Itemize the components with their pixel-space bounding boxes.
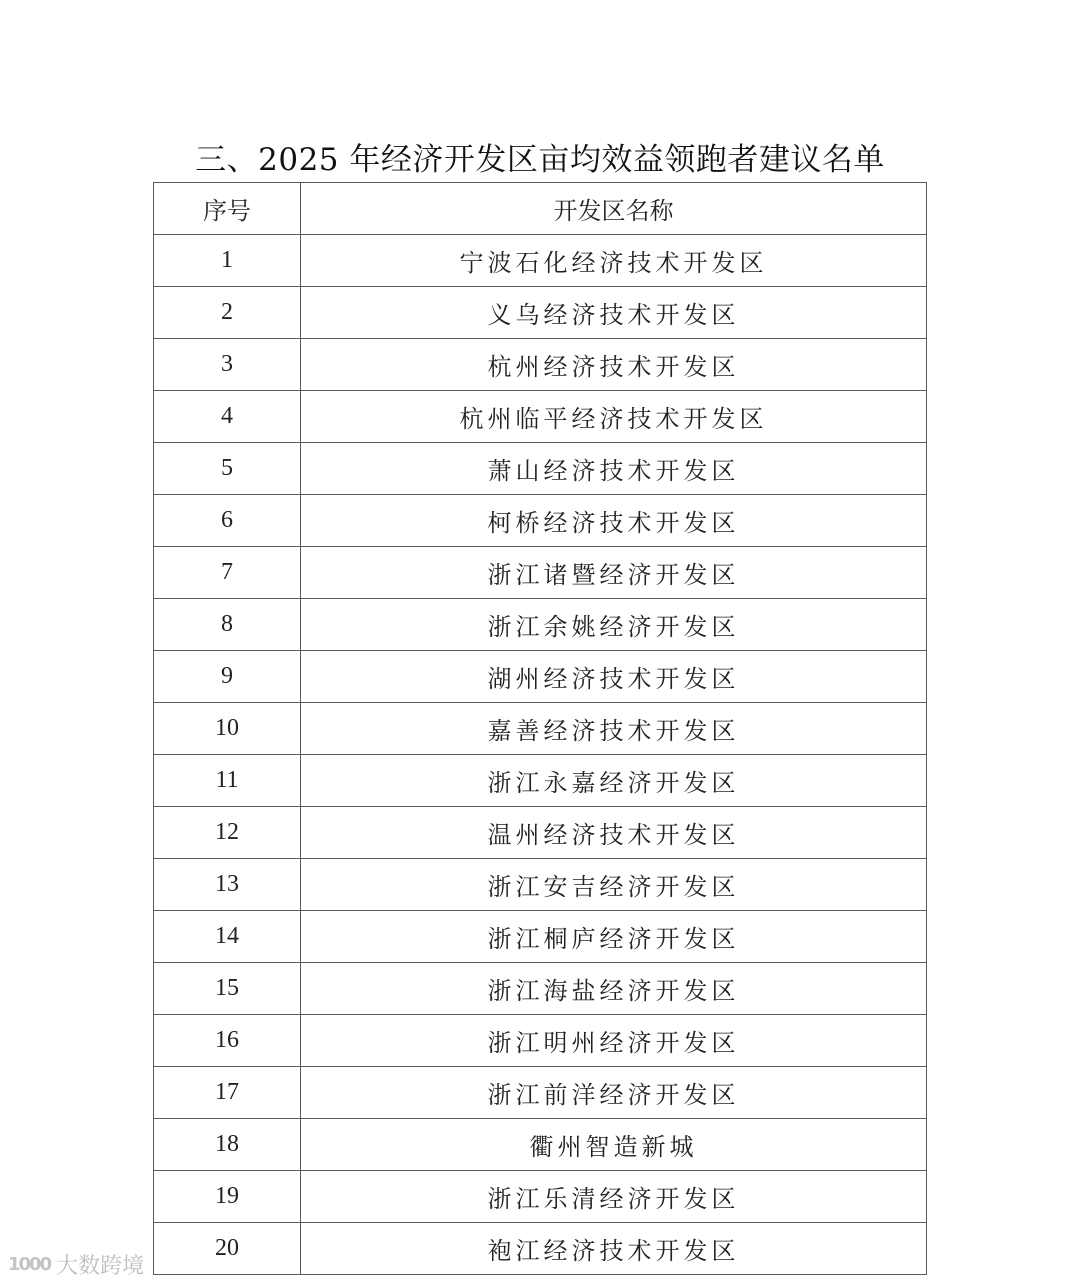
row-index: 13 — [154, 859, 301, 911]
row-zone-name: 浙江乐清经济开发区 — [301, 1171, 927, 1223]
row-zone-name: 嘉善经济技术开发区 — [301, 703, 927, 755]
header-index: 序号 — [154, 183, 301, 235]
row-index: 4 — [154, 391, 301, 443]
table-row — [154, 807, 927, 859]
row-zone-name: 浙江安吉经济开发区 — [301, 859, 927, 911]
row-index: 3 — [154, 339, 301, 391]
row-index: 20 — [154, 1223, 301, 1275]
table-row — [154, 1067, 927, 1119]
row-index: 15 — [154, 963, 301, 1015]
table-row — [154, 495, 927, 547]
table-row — [154, 235, 927, 287]
row-zone-name: 浙江桐庐经济开发区 — [301, 911, 927, 963]
table-row — [154, 443, 927, 495]
table-row — [154, 599, 927, 651]
row-index: 6 — [154, 495, 301, 547]
row-index: 1 — [154, 235, 301, 287]
row-zone-name: 杭州经济技术开发区 — [301, 339, 927, 391]
row-zone-name: 杭州临平经济技术开发区 — [301, 391, 927, 443]
row-zone-name: 袍江经济技术开发区 — [301, 1223, 927, 1275]
table-header-row — [154, 183, 927, 235]
table-row — [154, 1015, 927, 1067]
table-row — [154, 1223, 927, 1275]
row-zone-name: 浙江前洋经济开发区 — [301, 1067, 927, 1119]
row-index: 2 — [154, 287, 301, 339]
row-zone-name: 宁波石化经济技术开发区 — [301, 235, 927, 287]
watermark — [8, 1249, 144, 1280]
leader-list-table — [153, 182, 927, 1275]
row-zone-name: 义乌经济技术开发区 — [301, 287, 927, 339]
table-row — [154, 287, 927, 339]
row-zone-name: 衢州智造新城 — [301, 1119, 927, 1171]
table-row — [154, 755, 927, 807]
row-zone-name: 浙江余姚经济开发区 — [301, 599, 927, 651]
row-index: 9 — [154, 651, 301, 703]
row-zone-name: 浙江海盐经济开发区 — [301, 963, 927, 1015]
table-row — [154, 703, 927, 755]
table-row — [154, 859, 927, 911]
row-index: 11 — [154, 755, 301, 807]
row-index: 8 — [154, 599, 301, 651]
watermark-logo-icon: 1000 — [8, 1254, 51, 1275]
row-index: 19 — [154, 1171, 301, 1223]
row-index: 5 — [154, 443, 301, 495]
row-index: 18 — [154, 1119, 301, 1171]
row-index: 12 — [154, 807, 301, 859]
row-index: 7 — [154, 547, 301, 599]
row-index: 10 — [154, 703, 301, 755]
table-row — [154, 651, 927, 703]
table-row — [154, 911, 927, 963]
row-zone-name: 浙江诸暨经济开发区 — [301, 547, 927, 599]
row-zone-name: 湖州经济技术开发区 — [301, 651, 927, 703]
header-zone-name: 开发区名称 — [301, 183, 927, 235]
row-index: 14 — [154, 911, 301, 963]
table-row — [154, 547, 927, 599]
table-row — [154, 1171, 927, 1223]
row-index: 17 — [154, 1067, 301, 1119]
table-row — [154, 1119, 927, 1171]
watermark-text: 大数跨境 — [56, 1254, 145, 1279]
row-zone-name: 浙江永嘉经济开发区 — [301, 755, 927, 807]
row-zone-name: 萧山经济技术开发区 — [301, 443, 927, 495]
row-zone-name: 柯桥经济技术开发区 — [301, 495, 927, 547]
row-zone-name: 浙江明州经济开发区 — [301, 1015, 927, 1067]
document-title: 三、2025 年经济开发区亩均效益领跑者建议名单 — [195, 142, 885, 178]
row-zone-name: 温州经济技术开发区 — [301, 807, 927, 859]
row-index: 16 — [154, 1015, 301, 1067]
table-row — [154, 391, 927, 443]
table-row — [154, 339, 927, 391]
table-row — [154, 963, 927, 1015]
